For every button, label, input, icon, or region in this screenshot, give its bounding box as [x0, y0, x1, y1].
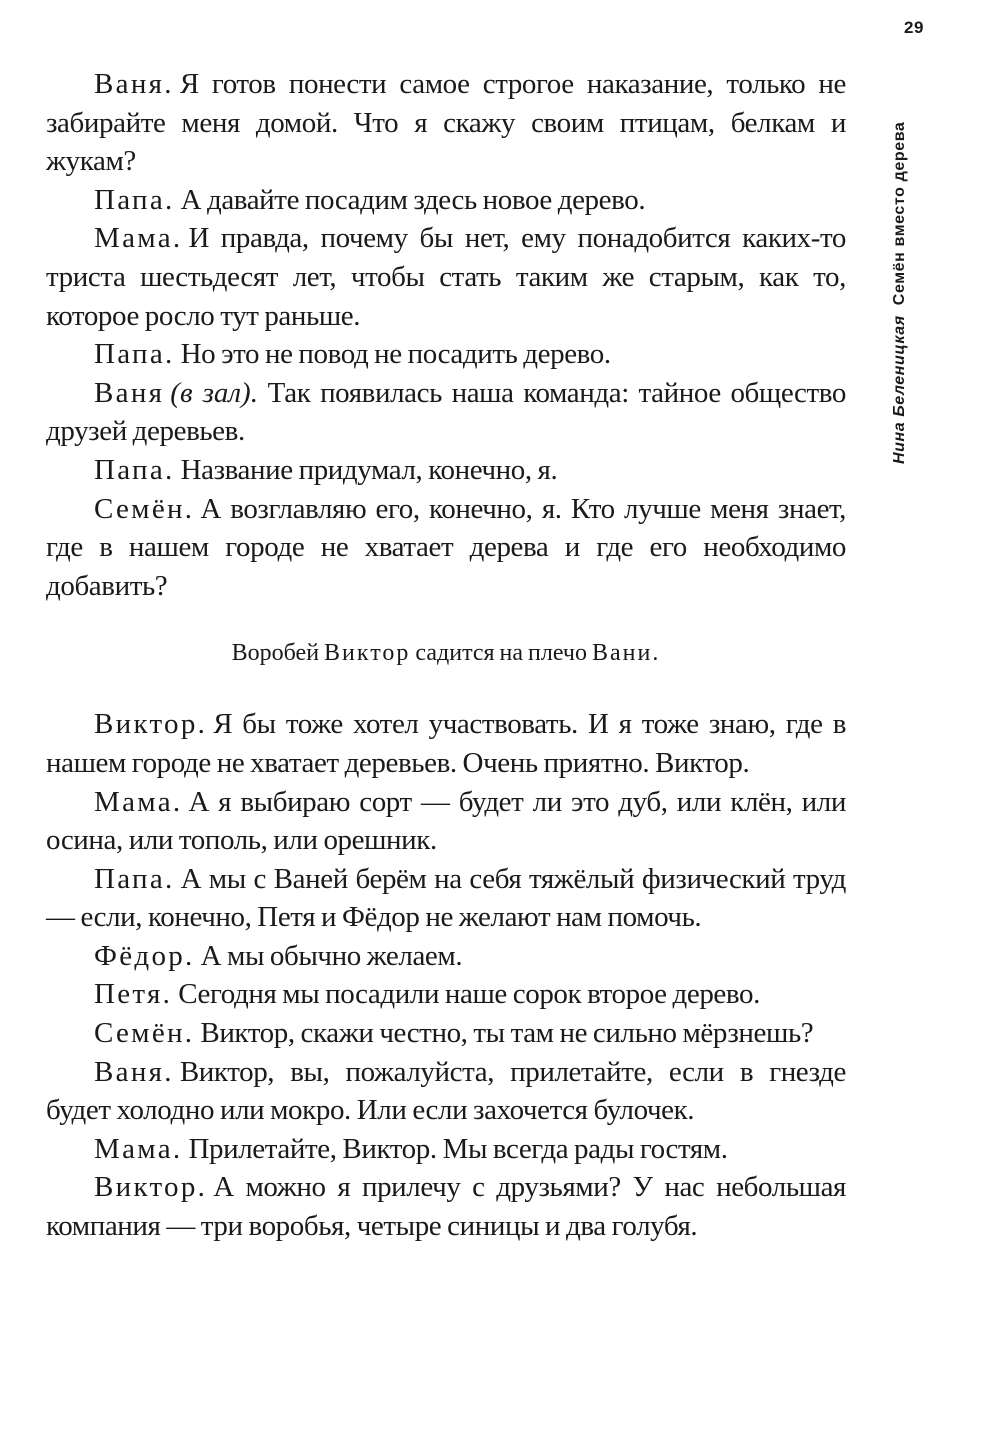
speaker-name: Виктор.: [94, 708, 208, 741]
line-text: Сегодня мы посадили наше сорок второе дерево.: [178, 978, 760, 1011]
dialogue-line: [46, 783, 846, 860]
line-text: А можно я прилечу с друзьями? У нас небольшая компания — три воробья, четыре синицы и два голубя.: [46, 1171, 846, 1243]
speaker-name: Мама.: [94, 222, 183, 255]
dialogue-line: [46, 1168, 846, 1245]
dialogue-line: [46, 975, 846, 1014]
stage-character: Вани.: [592, 640, 661, 667]
line-text: Виктор, скажи честно, ты там не сильно мёрзнешь?: [200, 1017, 814, 1050]
dialogue-line: [46, 451, 846, 490]
dialogue-line: [46, 1014, 846, 1053]
speaker-name: Ваня: [94, 376, 165, 409]
dialogue-line: [46, 65, 846, 181]
body-text: [46, 65, 846, 1246]
speaker-name: Семён.: [94, 1017, 195, 1050]
line-text: А давайте посадим здесь новое дерево.: [180, 183, 646, 216]
line-text: Так появилась наша команда: тайное общество друзей деревьев.: [46, 376, 846, 448]
speaker-name: Папа.: [94, 183, 175, 216]
speaker-name: Семён.: [94, 492, 195, 525]
line-text: А я выбираю сорт — будет ли это дуб, или клён, или осина, или тополь, или орешник.: [46, 785, 846, 857]
line-text: Прилетайте, Виктор. Мы всегда рады гостям.: [188, 1132, 728, 1165]
speaker-name: Виктор.: [94, 1171, 208, 1204]
speaker-name: Ваня.: [94, 68, 174, 100]
running-head-title: Семён вместо дерева: [891, 121, 908, 306]
dialogue-line: [46, 490, 846, 606]
page-number: 29: [904, 18, 924, 37]
stage-character: Виктор: [324, 640, 411, 667]
stage-text: Воробей: [231, 640, 320, 667]
stage-remark: (в зал).: [170, 376, 258, 409]
stage-direction: [46, 635, 846, 671]
running-head: [890, 122, 910, 464]
line-text: А возглавляю его, конечно, я. Кто лучше меня знает, где в нашем городе не хватает дерева и где его необходимо добавить?: [46, 492, 846, 602]
dialogue-line: [46, 181, 846, 220]
dialogue-line: [46, 219, 846, 335]
speaker-name: Фёдор.: [94, 939, 195, 972]
line-text: Я бы тоже хотел участвовать. И я тоже знаю, где в нашем городе не хватает деревьев. Очень приятно. Виктор.: [46, 708, 846, 779]
line-text: А мы с Ваней берём на себя тяжёлый физический труд — если, конечно, Петя и Фёдор не желают нам помочь.: [46, 862, 846, 934]
line-text: Виктор, вы, пожалуйста, прилетайте, если в гнезде будет холодно или мокро. Или если захочется булочек.: [46, 1055, 846, 1127]
stage-text: садится на плечо: [415, 640, 587, 667]
line-text: И правда, почему бы нет, ему понадобится каких-то триста шестьдесят лет, чтобы стать таким же старым, как то, которое росло тут раньше.: [46, 222, 846, 332]
line-text: Я готов понести самое строгое наказание, только не забирайте меня домой. Что я скажу своим птицам, белкам и жукам?: [46, 68, 846, 178]
running-head-author: Нина Беленицкая: [891, 315, 908, 464]
dialogue-line: [46, 1130, 846, 1169]
speaker-name: Папа.: [94, 862, 175, 895]
dialogue-line: [46, 860, 846, 937]
dialogue-line: [46, 374, 846, 451]
line-text: Название придумал, конечно, я.: [180, 453, 558, 486]
speaker-name: Папа.: [94, 453, 175, 486]
dialogue-line: [46, 1053, 846, 1130]
dialogue-line: [46, 705, 846, 782]
line-text: Но это не повод не посадить дерево.: [180, 338, 611, 371]
speaker-name: Мама.: [94, 785, 183, 818]
dialogue-line: [46, 937, 846, 976]
dialogue-line: [46, 335, 846, 374]
line-text: А мы обычно желаем.: [200, 939, 463, 972]
speaker-name: Ваня.: [94, 1055, 174, 1088]
speaker-name: Петя.: [94, 978, 173, 1011]
speaker-name: Папа.: [94, 338, 175, 371]
speaker-name: Мама.: [94, 1132, 183, 1165]
